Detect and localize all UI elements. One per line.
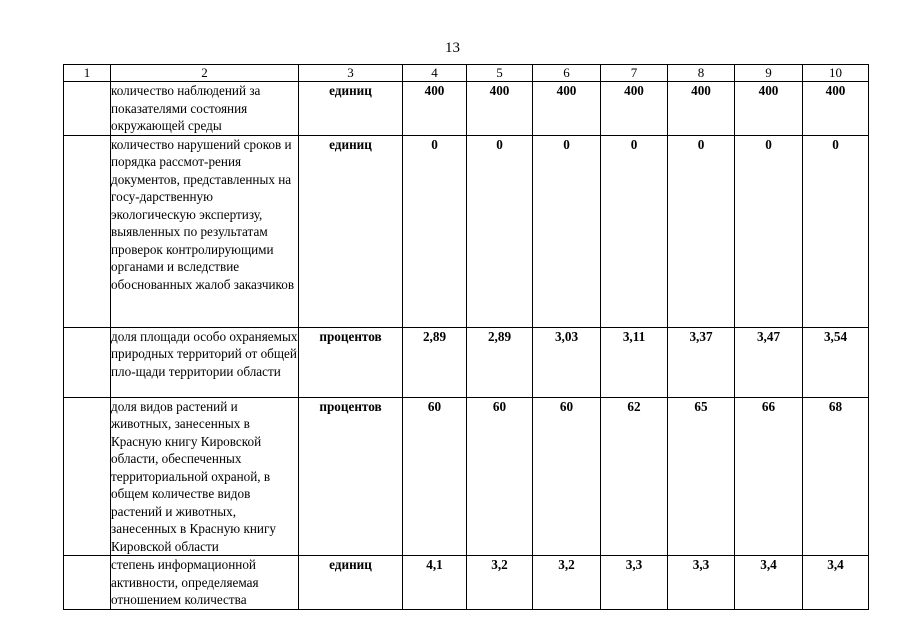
- value-cell: 400: [803, 82, 869, 136]
- column-header: 9: [735, 65, 803, 82]
- header-row: [64, 65, 869, 82]
- value-cell: 3,54: [803, 327, 869, 397]
- column-header: 2: [111, 65, 299, 82]
- column-header: 5: [467, 65, 533, 82]
- value-cell: 0: [403, 135, 467, 327]
- table-row: [64, 82, 869, 136]
- row-number-cell: [64, 135, 111, 327]
- column-header: 10: [803, 65, 869, 82]
- value-cell: 3,3: [668, 556, 735, 610]
- value-cell: 68: [803, 397, 869, 556]
- value-cell: 3,4: [803, 556, 869, 610]
- value-cell: 60: [467, 397, 533, 556]
- value-cell: 400: [403, 82, 467, 136]
- value-cell: 60: [403, 397, 467, 556]
- row-number-cell: [64, 397, 111, 556]
- value-cell: 0: [601, 135, 668, 327]
- column-header: 1: [64, 65, 111, 82]
- column-header: 6: [533, 65, 601, 82]
- value-cell: 400: [668, 82, 735, 136]
- column-header: 7: [601, 65, 668, 82]
- row-number-cell: [64, 556, 111, 610]
- indicators-table: [63, 64, 869, 610]
- unit-cell: процентов: [299, 327, 403, 397]
- value-cell: 2,89: [467, 327, 533, 397]
- value-cell: 400: [601, 82, 668, 136]
- value-cell: 0: [803, 135, 869, 327]
- indicator-description: степень информационной активности, определяемая отношением количества: [111, 556, 299, 610]
- column-header: 3: [299, 65, 403, 82]
- indicator-description: доля площади особо охраняемых природных территорий от общей пло-щади территории области: [111, 327, 299, 397]
- value-cell: 62: [601, 397, 668, 556]
- value-cell: 66: [735, 397, 803, 556]
- table-row: [64, 135, 869, 327]
- value-cell: 3,2: [467, 556, 533, 610]
- indicator-description: доля видов растений и животных, занесенных в Красную книгу Кировской области, обеспеченных территориальной охраной, в общем количестве видов растений и животных, занесенных в Красную книгу Кировской области: [111, 397, 299, 556]
- value-cell: 0: [668, 135, 735, 327]
- row-number-cell: [64, 82, 111, 136]
- value-cell: 0: [467, 135, 533, 327]
- value-cell: 3,2: [533, 556, 601, 610]
- value-cell: 0: [735, 135, 803, 327]
- indicator-description: количество нарушений сроков и порядка рассмот-рения документов, представленных на госу-дарственную экологическую экспертизу, выявленных по результатам проверок контролирующими органами и вследствие обоснованных жалоб заказчиков: [111, 135, 299, 327]
- value-cell: 400: [467, 82, 533, 136]
- value-cell: 2,89: [403, 327, 467, 397]
- value-cell: 3,11: [601, 327, 668, 397]
- value-cell: 400: [735, 82, 803, 136]
- indicator-description: количество наблюдений за показателями состояния окружающей среды: [111, 82, 299, 136]
- value-cell: 65: [668, 397, 735, 556]
- page-number: 13: [445, 40, 460, 56]
- row-number-cell: [64, 327, 111, 397]
- value-cell: 3,4: [735, 556, 803, 610]
- value-cell: 400: [533, 82, 601, 136]
- table-row: [64, 556, 869, 610]
- table-row: [64, 327, 869, 397]
- value-cell: 0: [533, 135, 601, 327]
- unit-cell: единиц: [299, 82, 403, 136]
- value-cell: 3,03: [533, 327, 601, 397]
- unit-cell: процентов: [299, 397, 403, 556]
- column-header: 4: [403, 65, 467, 82]
- unit-cell: единиц: [299, 556, 403, 610]
- value-cell: 3,47: [735, 327, 803, 397]
- value-cell: 3,37: [668, 327, 735, 397]
- column-header: 8: [668, 65, 735, 82]
- value-cell: 60: [533, 397, 601, 556]
- value-cell: 3,3: [601, 556, 668, 610]
- table-row: [64, 397, 869, 556]
- unit-cell: единиц: [299, 135, 403, 327]
- value-cell: 4,1: [403, 556, 467, 610]
